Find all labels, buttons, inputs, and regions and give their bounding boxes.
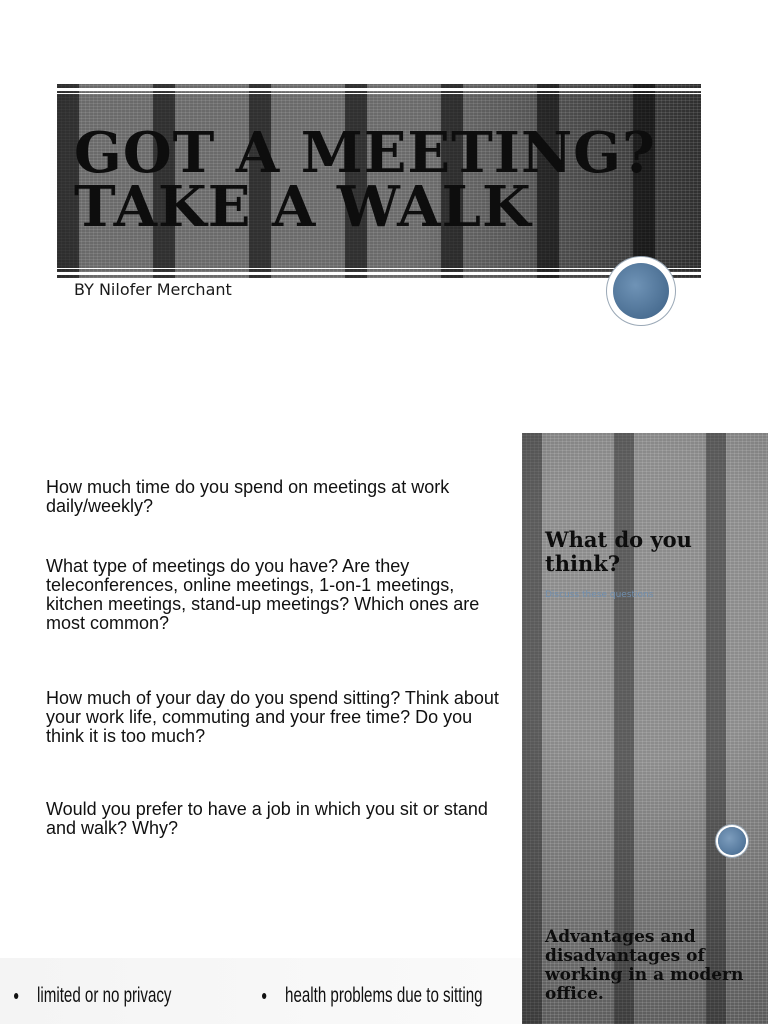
banner-rule-top <box>57 88 701 91</box>
bullet-text: limited or no privacy <box>37 984 172 1007</box>
question-4: Would you prefer to have a job in which you sit or stand and walk? Why? <box>46 799 488 838</box>
question-3: How much of your day do you spend sitting? Think about your work life, commuting and your free time? Do you think it is too much? <box>46 688 499 746</box>
bullet-dot-icon <box>262 993 266 999</box>
banner-rule-bottom <box>57 272 701 275</box>
bullet-dot-icon <box>14 993 18 999</box>
circle-badge-icon <box>607 257 675 325</box>
panel-footer-heading: Advantages and disadvantages of working in a modern office. <box>545 927 744 1004</box>
panel-heading: What do you think? <box>545 527 692 576</box>
question-1: How much time do you spend on meetings at work daily/weekly? <box>46 477 450 516</box>
bullet-text: health problems due to sitting <box>285 984 483 1007</box>
slide-title <box>74 120 694 240</box>
bullet-item-health <box>262 984 483 1008</box>
circle-badge-inner <box>613 263 669 319</box>
banner-rule-bottom-thin <box>57 268 701 269</box>
bullet-item-privacy <box>14 984 171 1008</box>
author-byline: BY Nilofer Merchant <box>74 280 232 299</box>
title-line-2: TAKE A WALK <box>74 174 532 240</box>
panel-subtitle: Discuss these questions <box>545 590 654 600</box>
banner-rule-top-thin <box>57 93 701 94</box>
small-circle-icon <box>718 827 746 855</box>
question-2: What type of meetings do you have? Are they teleconferences, online meetings, 1-on-1 meetings, kitchen meetings, stand-up meetings? Which ones are most common? <box>46 556 480 633</box>
title-line-1: GOT A MEETING? <box>74 120 656 186</box>
